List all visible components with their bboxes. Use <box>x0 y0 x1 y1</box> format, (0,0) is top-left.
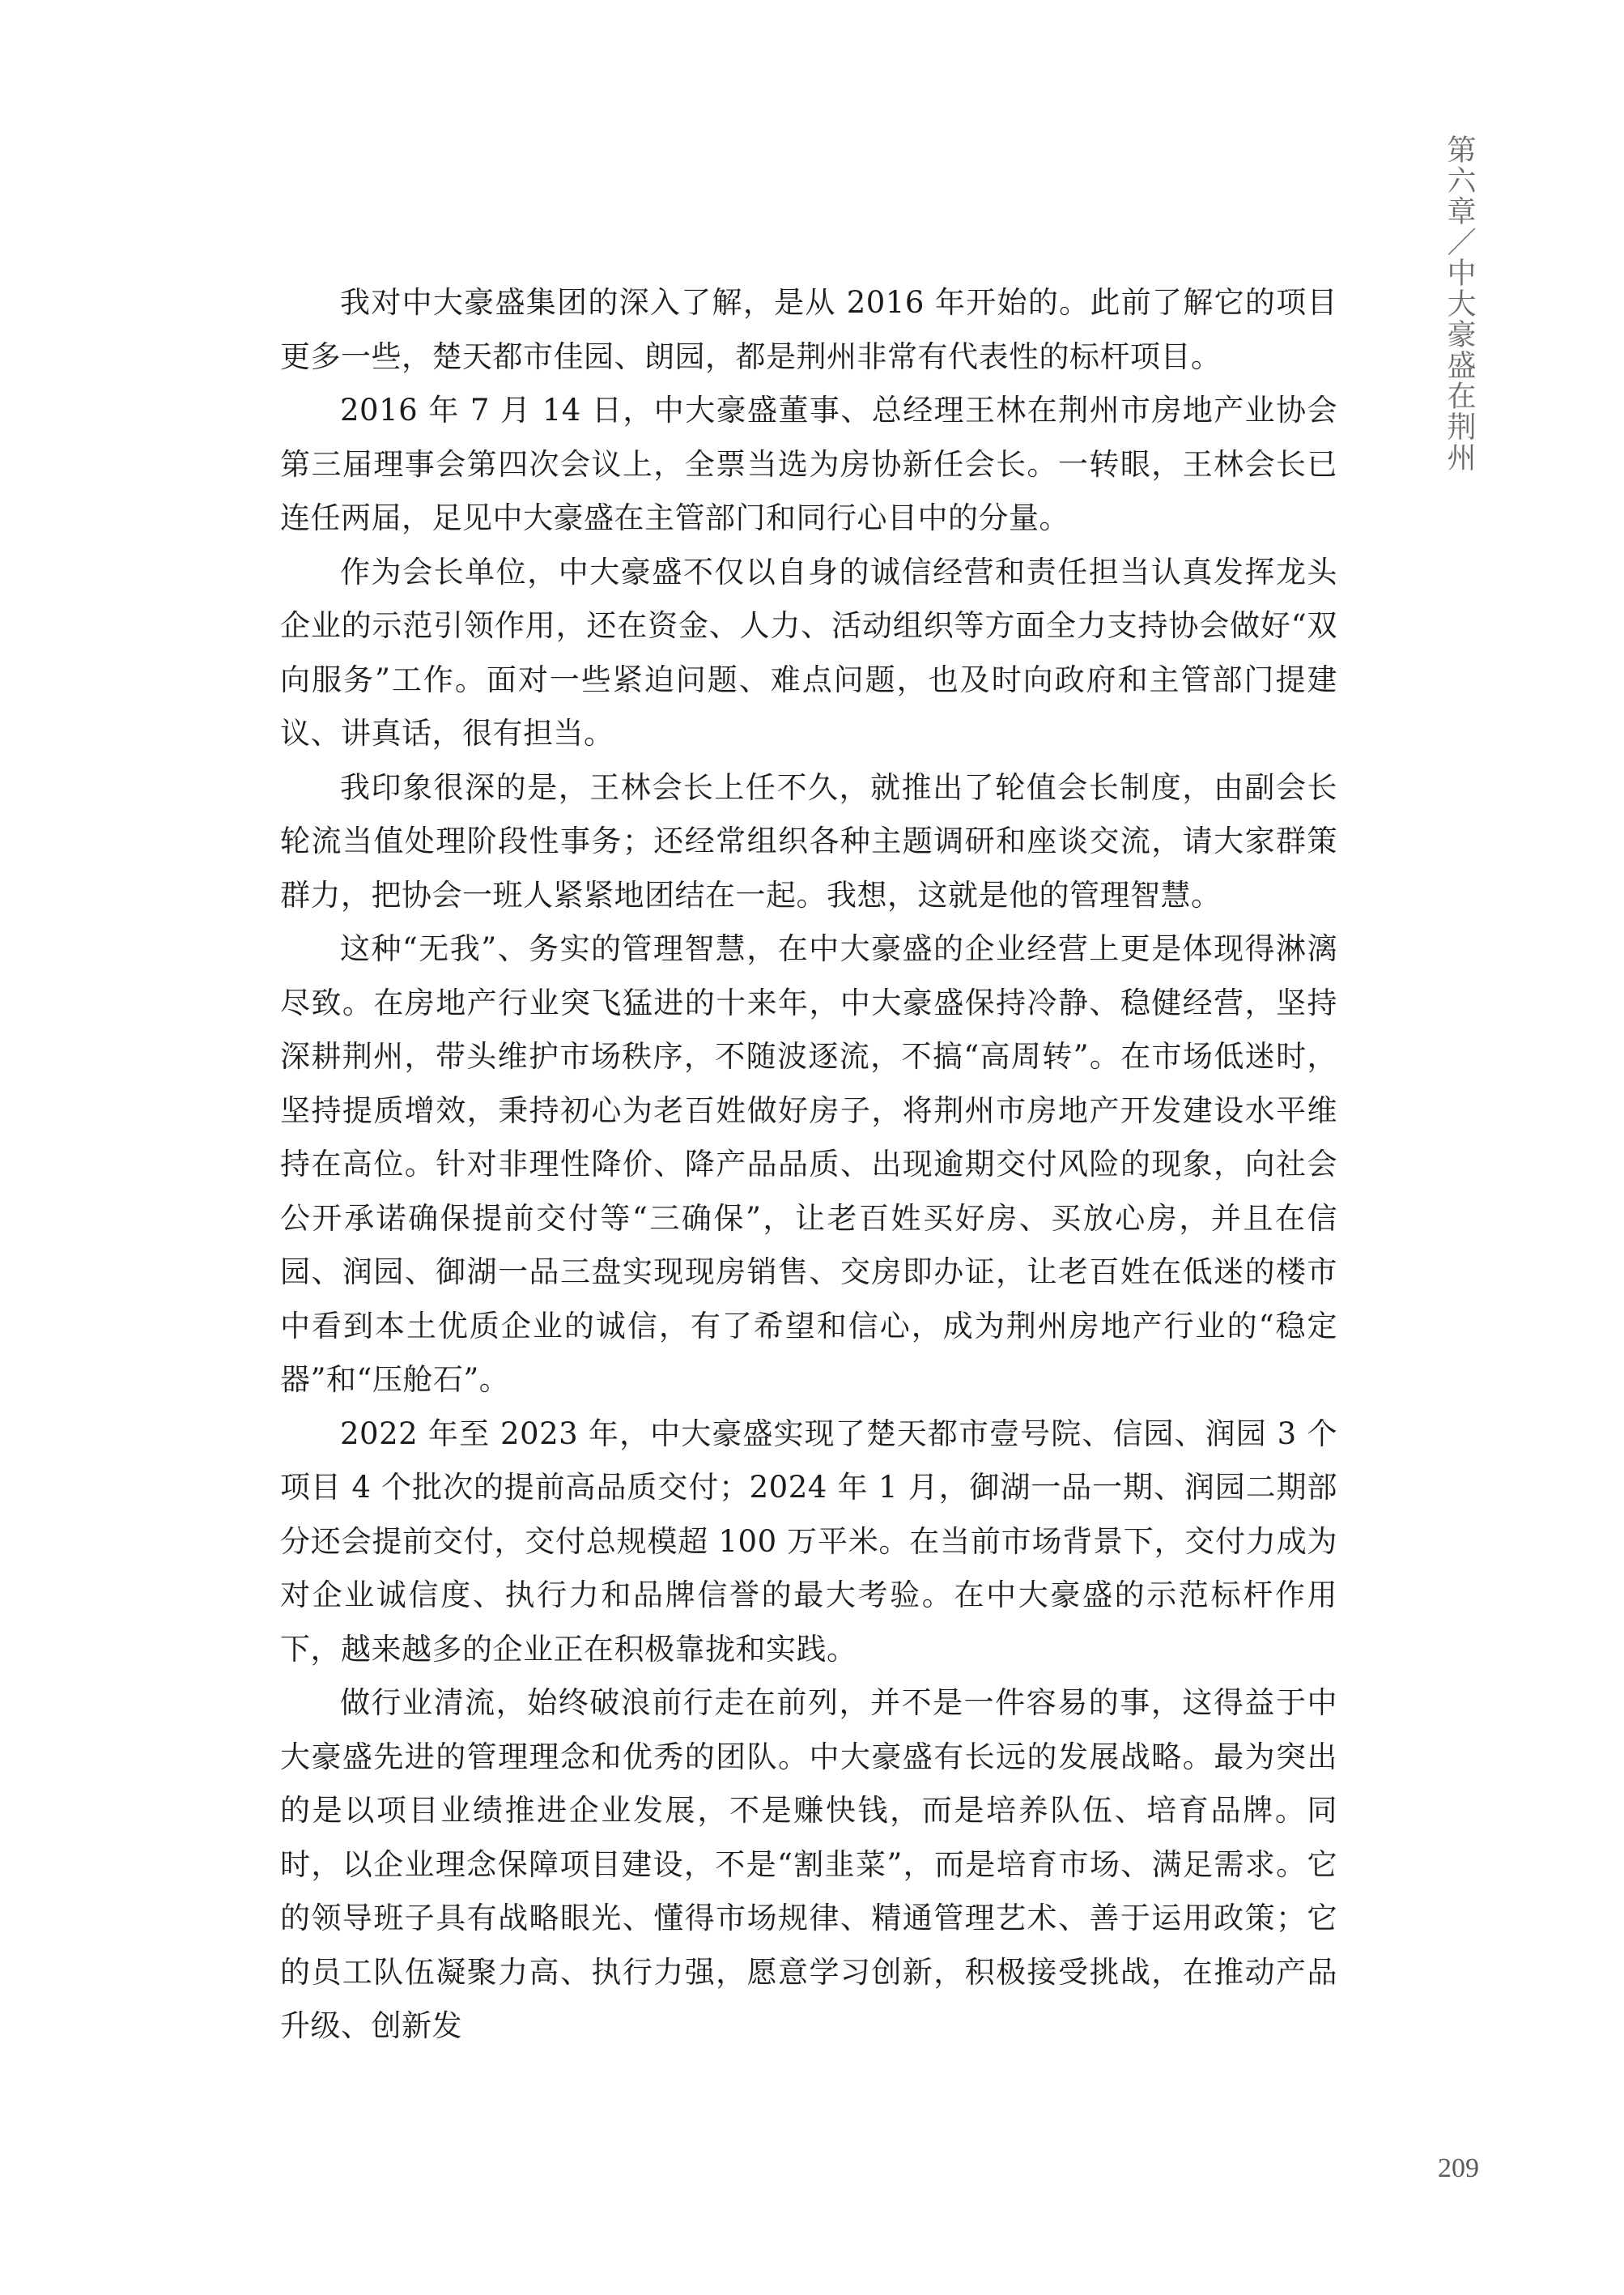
paragraph: 作为会长单位，中大豪盛不仅以自身的诚信经营和责任担当认真发挥龙头企业的示范引领作用，还在资金、人力、活动组织等方面全力支持协会做好“双向服务”工作。面对一些紧迫问题、难点问题，也及时向政府和主管部门提建议、讲真话，很有担当。 <box>280 554 1337 751</box>
paragraph: 做行业清流，始终破浪前行走在前列，并不是一件容易的事，这得益于中大豪盛先进的管理理念和优秀的团队。中大豪盛有长远的发展战略。最为突出的是以项目业绩推进企业发展，不是赚快钱，而是培养队伍、培育品牌。同时，以企业理念保障项目建设，不是“割韭菜”，而是培育市场、满足需求。它的领导班子具有战略眼光、懂得市场规律、精通管理艺术、善于运用政策；它的员工队伍凝聚力高、执行力强，愿意学习创新，积极接受挑战，在推动产品升级、创新发 <box>280 1685 1337 2043</box>
paragraph: 2016 年 7 月 14 日，中大豪盛董事、总经理王林在荆州市房地产业协会第三届理事会第四次会议上，全票当选为房协新任会长。一转眼，王林会长已连任两届，足见中大豪盛在主管部门和同行心目中的分量。 <box>280 393 1337 535</box>
paragraph: 这种“无我”、务实的管理智慧，在中大豪盛的企业经营上更是体现得淋漓尽致。在房地产行业突飞猛进的十来年，中大豪盛保持冷静、稳健经营，坚持深耕荆州，带头维护市场秩序，不随波逐流，不搞“高周转”。在市场低迷时，坚持提质增效，秉持初心为老百姓做好房子，将荆州市房地产开发建设水平维持在高位。针对非理性降价、降产品品质、出现逾期交付风险的现象，向社会公开承诺确保提前交付等“三确保”，让老百姓买好房、买放心房，并且在信园、润园、御湖一品三盘实现现房销售、交房即办证，让老百姓在低迷的楼市中看到本土优质企业的诚信，有了希望和信心，成为荆州房地产行业的“稳定器”和“压舱石”。 <box>280 931 1337 1397</box>
paragraph: 2022 年至 2023 年，中大豪盛实现了楚天都市壹号院、信园、润园 3 个项目 4 个批次的提前高品质交付；2024 年 1 月，御湖一品一期、润园二期部分还会提前交付，交付总规模超 100 万平米。在当前市场背景下，交付力成为对企业诚信度、执行力和品牌信誉的最大考验。在中大豪盛的示范标杆作用下，越来越多的企业正在积极靠拢和实践。 <box>280 1416 1337 1667</box>
paragraph: 我对中大豪盛集团的深入了解，是从 2016 年开始的。此前了解它的项目更多一些，楚天都市佳园、朗园，都是荆州非常有代表性的标杆项目。 <box>280 285 1337 374</box>
running-head: 第六章／中大豪盛在荆州 <box>1443 134 1476 473</box>
body-text <box>280 276 1337 2054</box>
page-number: 209 <box>1438 2153 1479 2183</box>
paragraph: 我印象很深的是，王林会长上任不久，就推出了轮值会长制度，由副会长轮流当值处理阶段性事务；还经常组织各种主题调研和座谈交流，请大家群策群力，把协会一班人紧紧地团结在一起。我想，这就是他的管理智慧。 <box>280 769 1337 913</box>
